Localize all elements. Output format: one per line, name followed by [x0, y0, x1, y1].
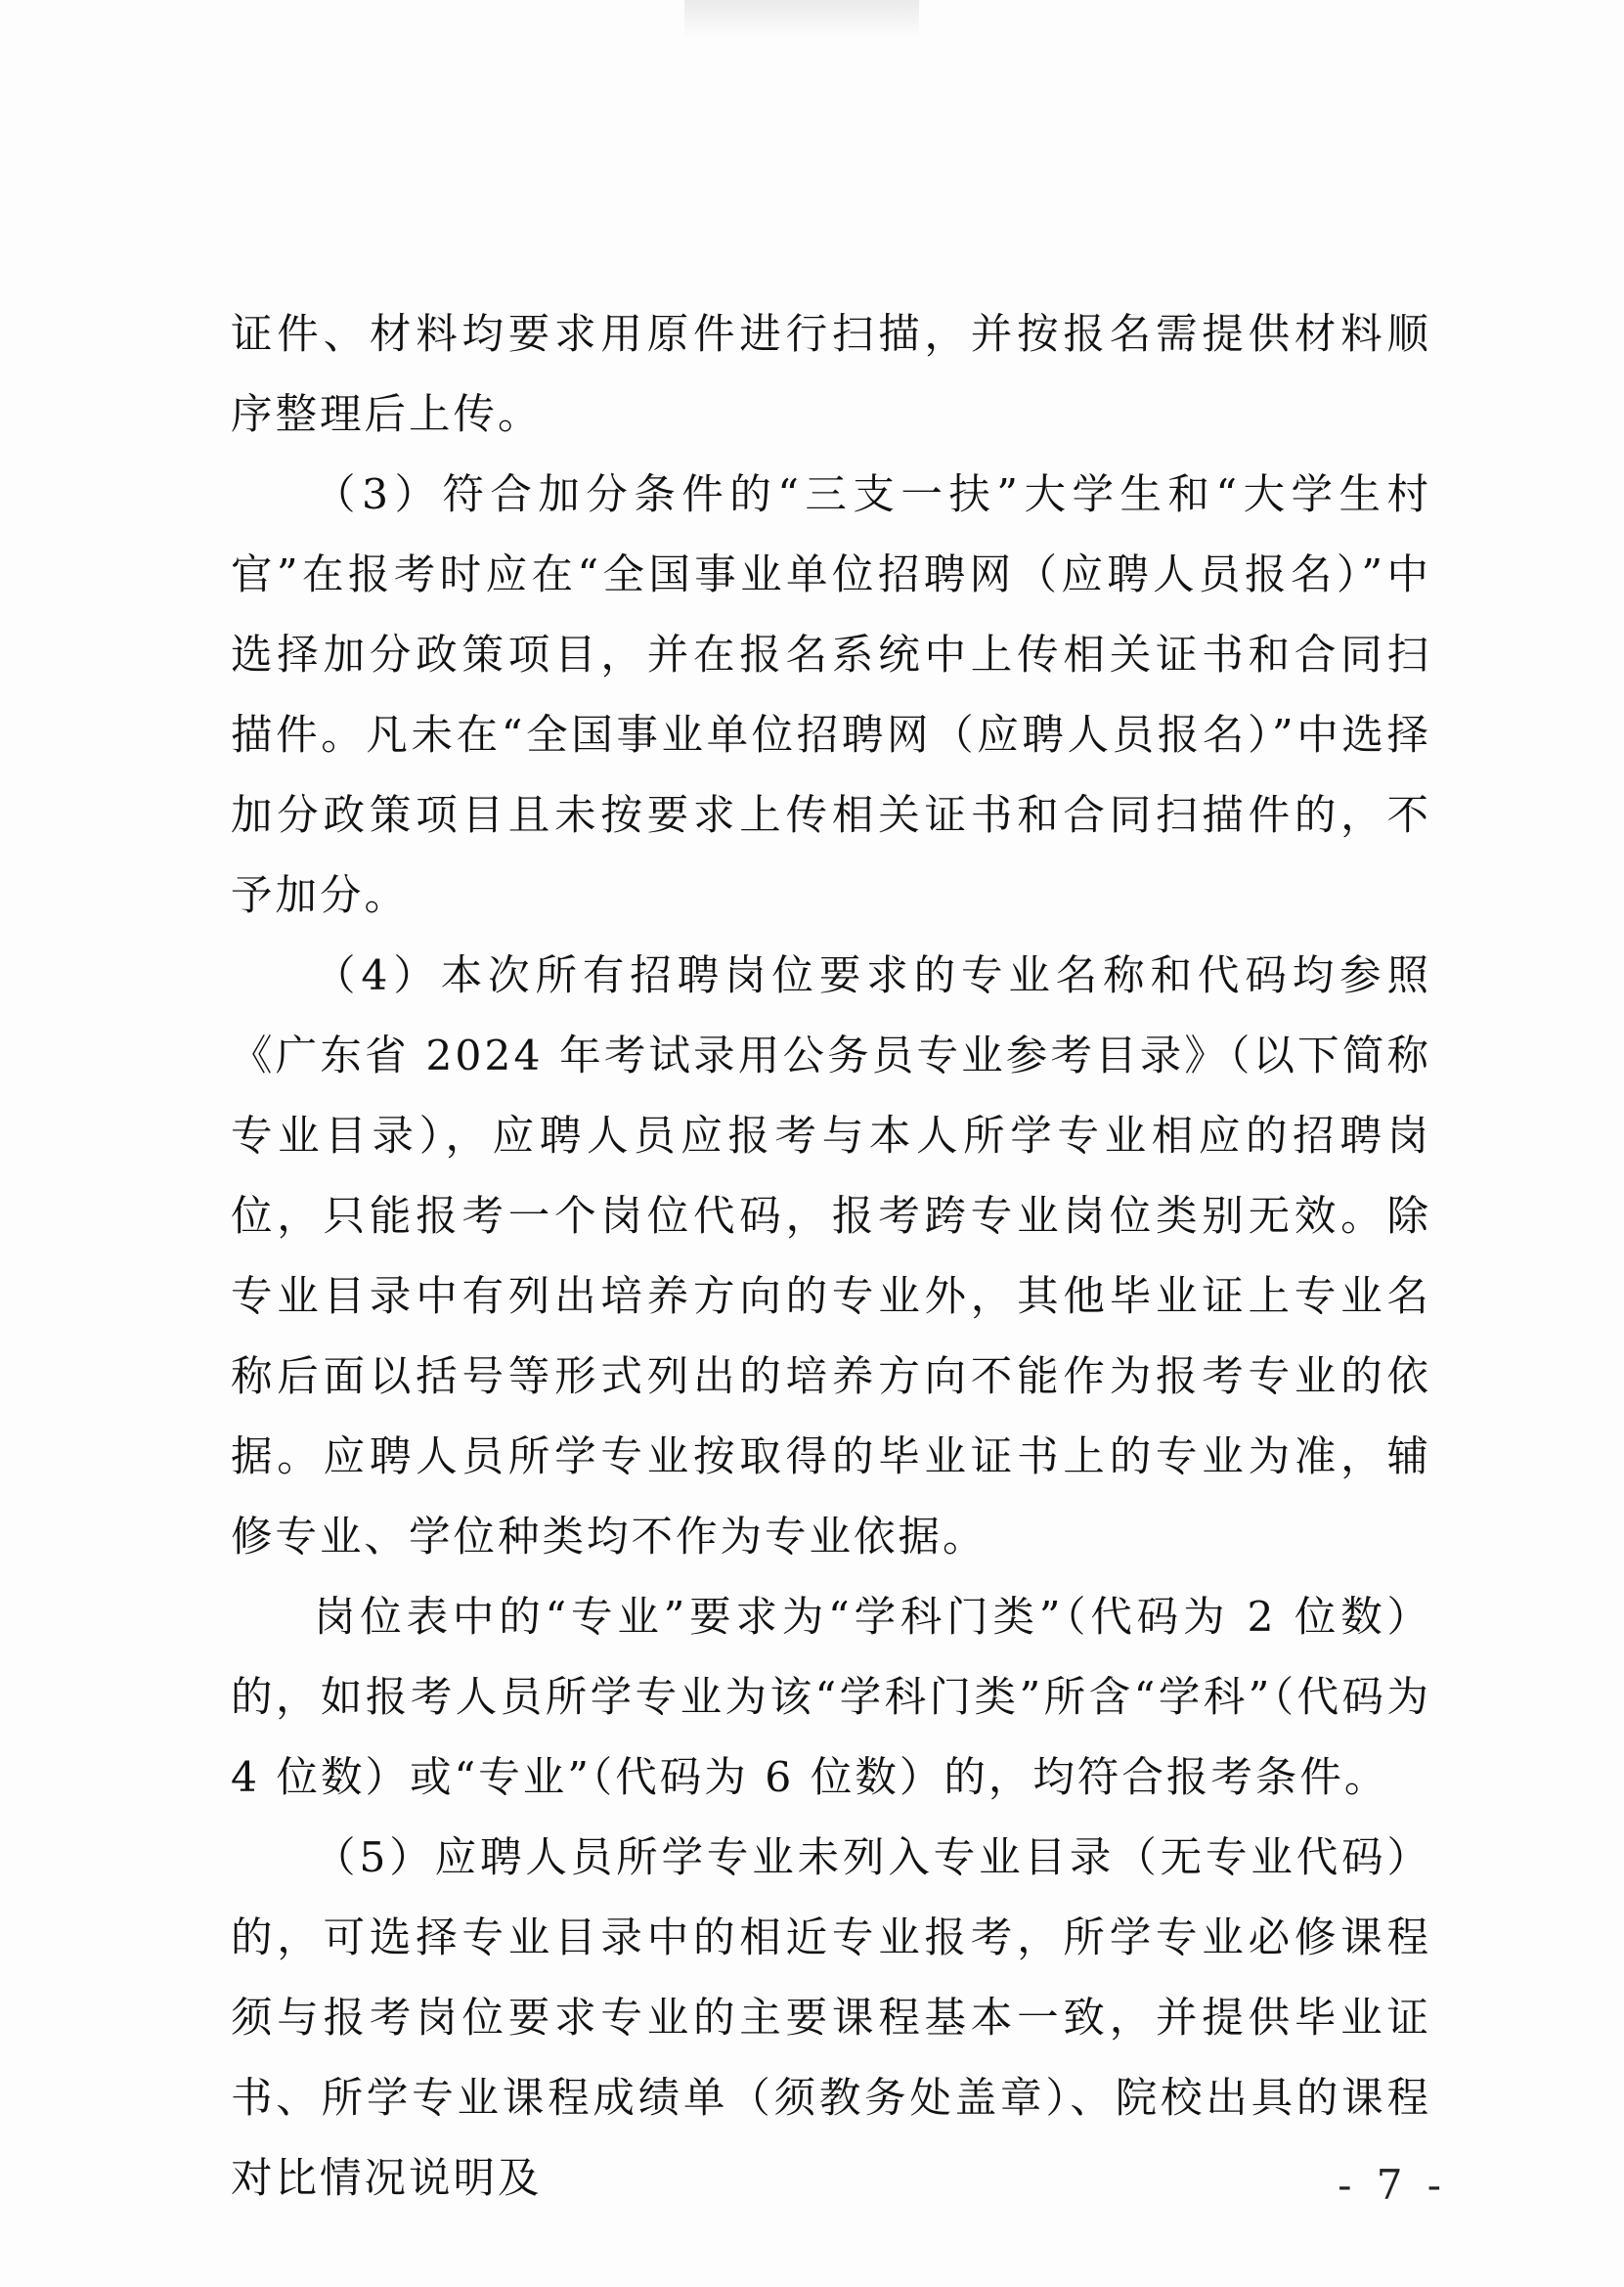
paragraph-bonus-points: （3）符合加分条件的“三支一扶”大学生和“大学生村官”在报考时应在“全国事业单位招聘网（应聘人员报名）”中选择加分政策项目，并在报名系统中上传相关证书和合同扫描件。凡未在“全国事业单位招聘网（应聘人员报名）”中选择加分政策项目且未按要求上传相关证书和合同扫描件的，不予加分。 [231, 471, 1431, 920]
paragraph-major-catalog: （4）本次所有招聘岗位要求的专业名称和代码均参照《广东省 2024 年考试录用公务员专业参考目录》（以下简称专业目录），应聘人员应报考与本人所学专业相应的招聘岗位，只能报考一个岗位代码，报考跨专业岗位类别无效。除专业目录中有列出培养方向的专业外，其他毕业证上专业名称后面以括号等形式列出的培养方向不能作为报考专业的依据。应聘人员所学专业按取得的毕业证书上的专业为准，辅修专业、学位种类均不作为专业依据。 [231, 952, 1431, 1561]
paragraph-discipline-category: 岗位表中的“专业”要求为“学科门类”（代码为 2 位数）的，如报考人员所学专业为该“学科门类”所含“学科”（代码为 4 位数）或“专业”（代码为 6 位数）的，均符合报考条件。 [231, 1594, 1431, 1802]
body-text [231, 295, 1431, 2220]
paragraph-materials-upload: 证件、材料均要求用原件进行扫描，并按报名需提供材料顺序整理后上传。 [231, 311, 1431, 439]
paragraph-unlisted-major: （5）应聘人员所学专业未列入专业目录（无专业代码）的，可选择专业目录中的相近专业报考，所学专业必修课程须与报考岗位要求专业的主要课程基本一致，并提供毕业证书、所学专业课程成绩单（须教务处盖章）、院校出具的课程对比情况说明及 [231, 1834, 1431, 2203]
page-number: - 7 - [1338, 2161, 1447, 2209]
scan-artifact [684, 0, 919, 39]
